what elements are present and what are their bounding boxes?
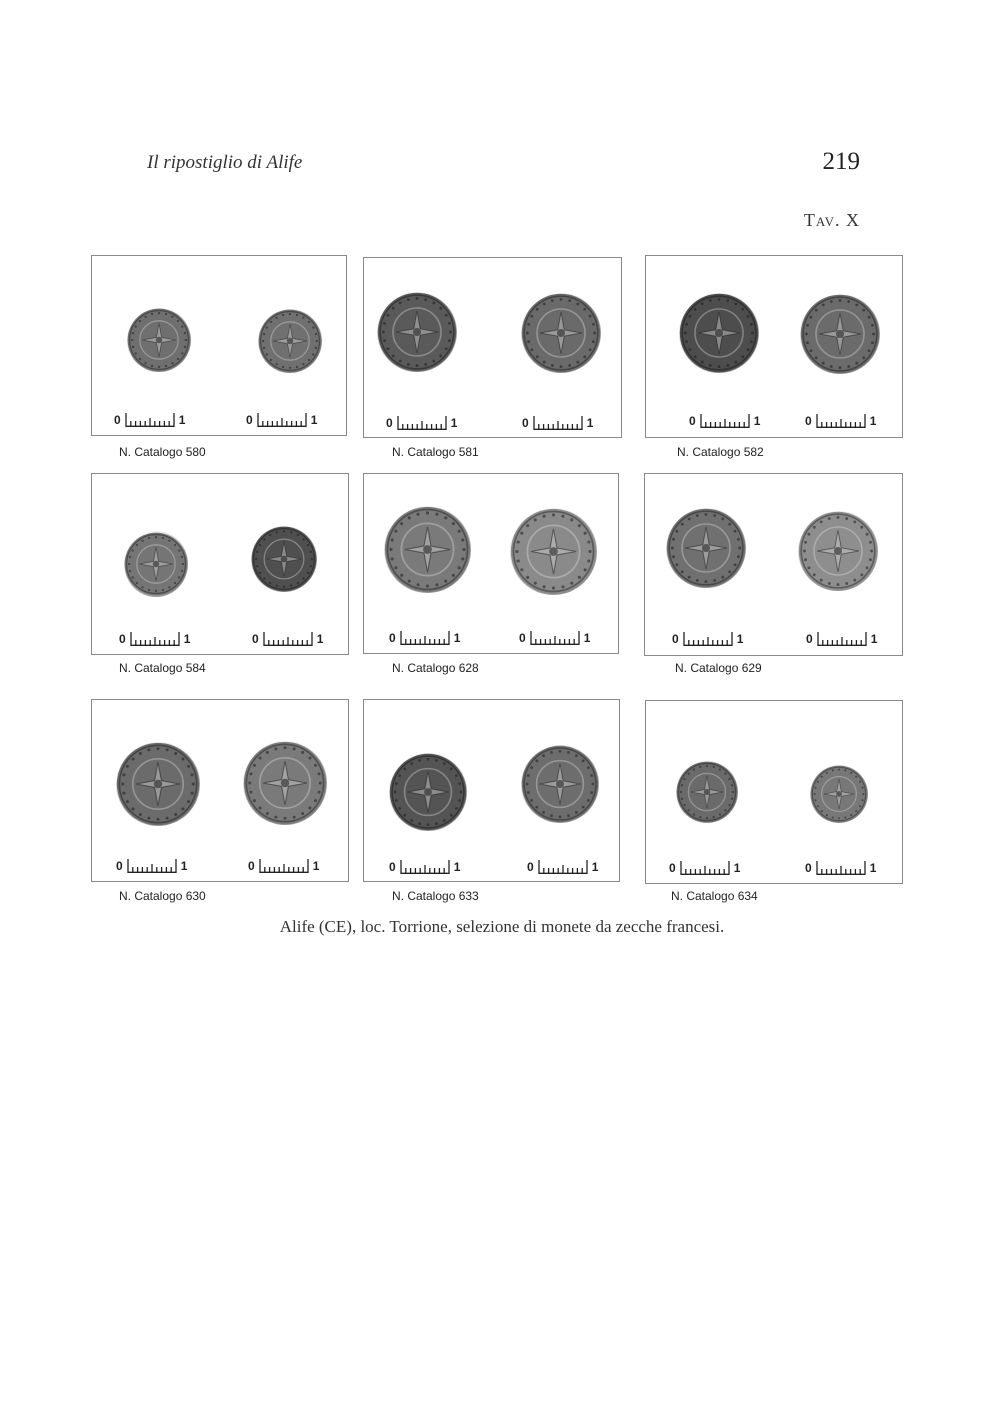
scale-ruler-icon (127, 859, 177, 873)
scale-one-label: 1 (870, 632, 878, 646)
coin-reverse-image (798, 511, 878, 591)
catalog-number-label: N. Catalogo 582 (677, 445, 764, 459)
scale-bar (669, 857, 740, 875)
running-head: Il ripostiglio di Alife (147, 152, 303, 173)
catalog-number-label: N. Catalogo 629 (675, 661, 762, 675)
scale-ruler-icon (259, 859, 309, 873)
scale-zero-label: 0 (389, 860, 396, 874)
scale-ruler-icon (400, 631, 450, 645)
coin-reverse-image (521, 293, 601, 373)
scale-bar (389, 627, 460, 645)
catalog-number-label: N. Catalogo 628 (392, 661, 479, 675)
scale-ruler-icon (538, 860, 588, 874)
scale-zero-label: 0 (386, 416, 393, 430)
scale-one-label: 1 (733, 861, 741, 875)
catalog-number-label: N. Catalogo 580 (119, 445, 206, 459)
scale-ruler-icon (125, 413, 175, 427)
coin-obverse-image (389, 753, 467, 831)
scale-ruler-icon (257, 413, 307, 427)
scale-one-label: 1 (453, 631, 461, 645)
scale-ruler-icon (683, 632, 733, 646)
coin-obverse-image (666, 508, 746, 588)
coin-obverse-image (124, 531, 188, 597)
catalog-number-label: N. Catalogo 581 (392, 445, 479, 459)
scale-one-label: 1 (753, 414, 761, 428)
scale-bar (805, 410, 876, 428)
coin-reverse-image (510, 508, 597, 595)
scale-bar (522, 412, 593, 430)
scale-zero-label: 0 (672, 632, 679, 646)
scale-bar (527, 856, 598, 874)
scale-zero-label: 0 (248, 859, 255, 873)
scale-zero-label: 0 (527, 860, 534, 874)
scale-one-label: 1 (453, 860, 461, 874)
scale-ruler-icon (530, 631, 580, 645)
catalog-number-label: N. Catalogo 630 (119, 889, 206, 903)
scale-bar (119, 628, 190, 646)
scale-ruler-icon (700, 414, 750, 428)
scale-bar (246, 409, 317, 427)
scale-ruler-icon (400, 860, 450, 874)
scale-bar (806, 628, 877, 646)
scale-zero-label: 0 (805, 414, 812, 428)
scale-ruler-icon (397, 416, 447, 430)
scale-zero-label: 0 (252, 632, 259, 646)
coin-reverse-image (243, 741, 327, 825)
coin-reverse-image (810, 765, 868, 823)
scale-zero-label: 0 (389, 631, 396, 645)
scale-zero-label: 0 (806, 632, 813, 646)
scale-zero-label: 0 (114, 413, 121, 427)
scale-zero-label: 0 (669, 861, 676, 875)
scale-bar (805, 857, 876, 875)
scale-zero-label: 0 (689, 414, 696, 428)
scale-one-label: 1 (869, 414, 877, 428)
scale-ruler-icon (816, 861, 866, 875)
scale-zero-label: 0 (116, 859, 123, 873)
plate-label: Tav. X (803, 210, 860, 230)
scale-one-label: 1 (450, 416, 458, 430)
plate-caption: Alife (CE), loc. Torrione, selezione di monete da zecche francesi. (279, 917, 725, 936)
scale-bar (114, 409, 185, 427)
scale-ruler-icon (816, 414, 866, 428)
page-number: 219 (822, 148, 860, 175)
scale-zero-label: 0 (246, 413, 253, 427)
scale-one-label: 1 (312, 859, 320, 873)
coin-obverse-image (676, 761, 738, 823)
scale-bar (389, 856, 460, 874)
coin-obverse-image (377, 292, 457, 372)
scale-zero-label: 0 (522, 416, 529, 430)
catalog-number-label: N. Catalogo 634 (671, 889, 758, 903)
scale-bar (386, 412, 457, 430)
coin-reverse-image (521, 745, 599, 823)
scale-bar (248, 855, 319, 873)
coin-obverse-image (116, 742, 200, 826)
scale-one-label: 1 (583, 631, 591, 645)
scale-ruler-icon (680, 861, 730, 875)
scale-one-label: 1 (586, 416, 594, 430)
scale-bar (116, 855, 187, 873)
scale-ruler-icon (533, 416, 583, 430)
scale-zero-label: 0 (805, 861, 812, 875)
scale-bar (689, 410, 760, 428)
scale-bar (672, 628, 743, 646)
scale-one-label: 1 (183, 632, 191, 646)
scale-one-label: 1 (178, 413, 186, 427)
scale-bar (519, 627, 590, 645)
scale-ruler-icon (817, 632, 867, 646)
scale-one-label: 1 (316, 632, 324, 646)
scale-ruler-icon (263, 632, 313, 646)
scale-one-label: 1 (736, 632, 744, 646)
coin-reverse-image (251, 526, 317, 592)
scale-one-label: 1 (180, 859, 188, 873)
coin-obverse-image (679, 293, 759, 373)
scale-one-label: 1 (591, 860, 599, 874)
scale-zero-label: 0 (119, 632, 126, 646)
coin-reverse-image (258, 309, 322, 373)
coin-obverse-image (127, 308, 191, 372)
catalog-number-label: N. Catalogo 633 (392, 889, 479, 903)
coin-obverse-image (384, 506, 471, 593)
catalog-number-label: N. Catalogo 584 (119, 661, 206, 675)
coin-reverse-image (800, 294, 880, 374)
scale-ruler-icon (130, 632, 180, 646)
scale-one-label: 1 (869, 861, 877, 875)
scale-zero-label: 0 (519, 631, 526, 645)
scale-one-label: 1 (310, 413, 318, 427)
scale-bar (252, 628, 323, 646)
